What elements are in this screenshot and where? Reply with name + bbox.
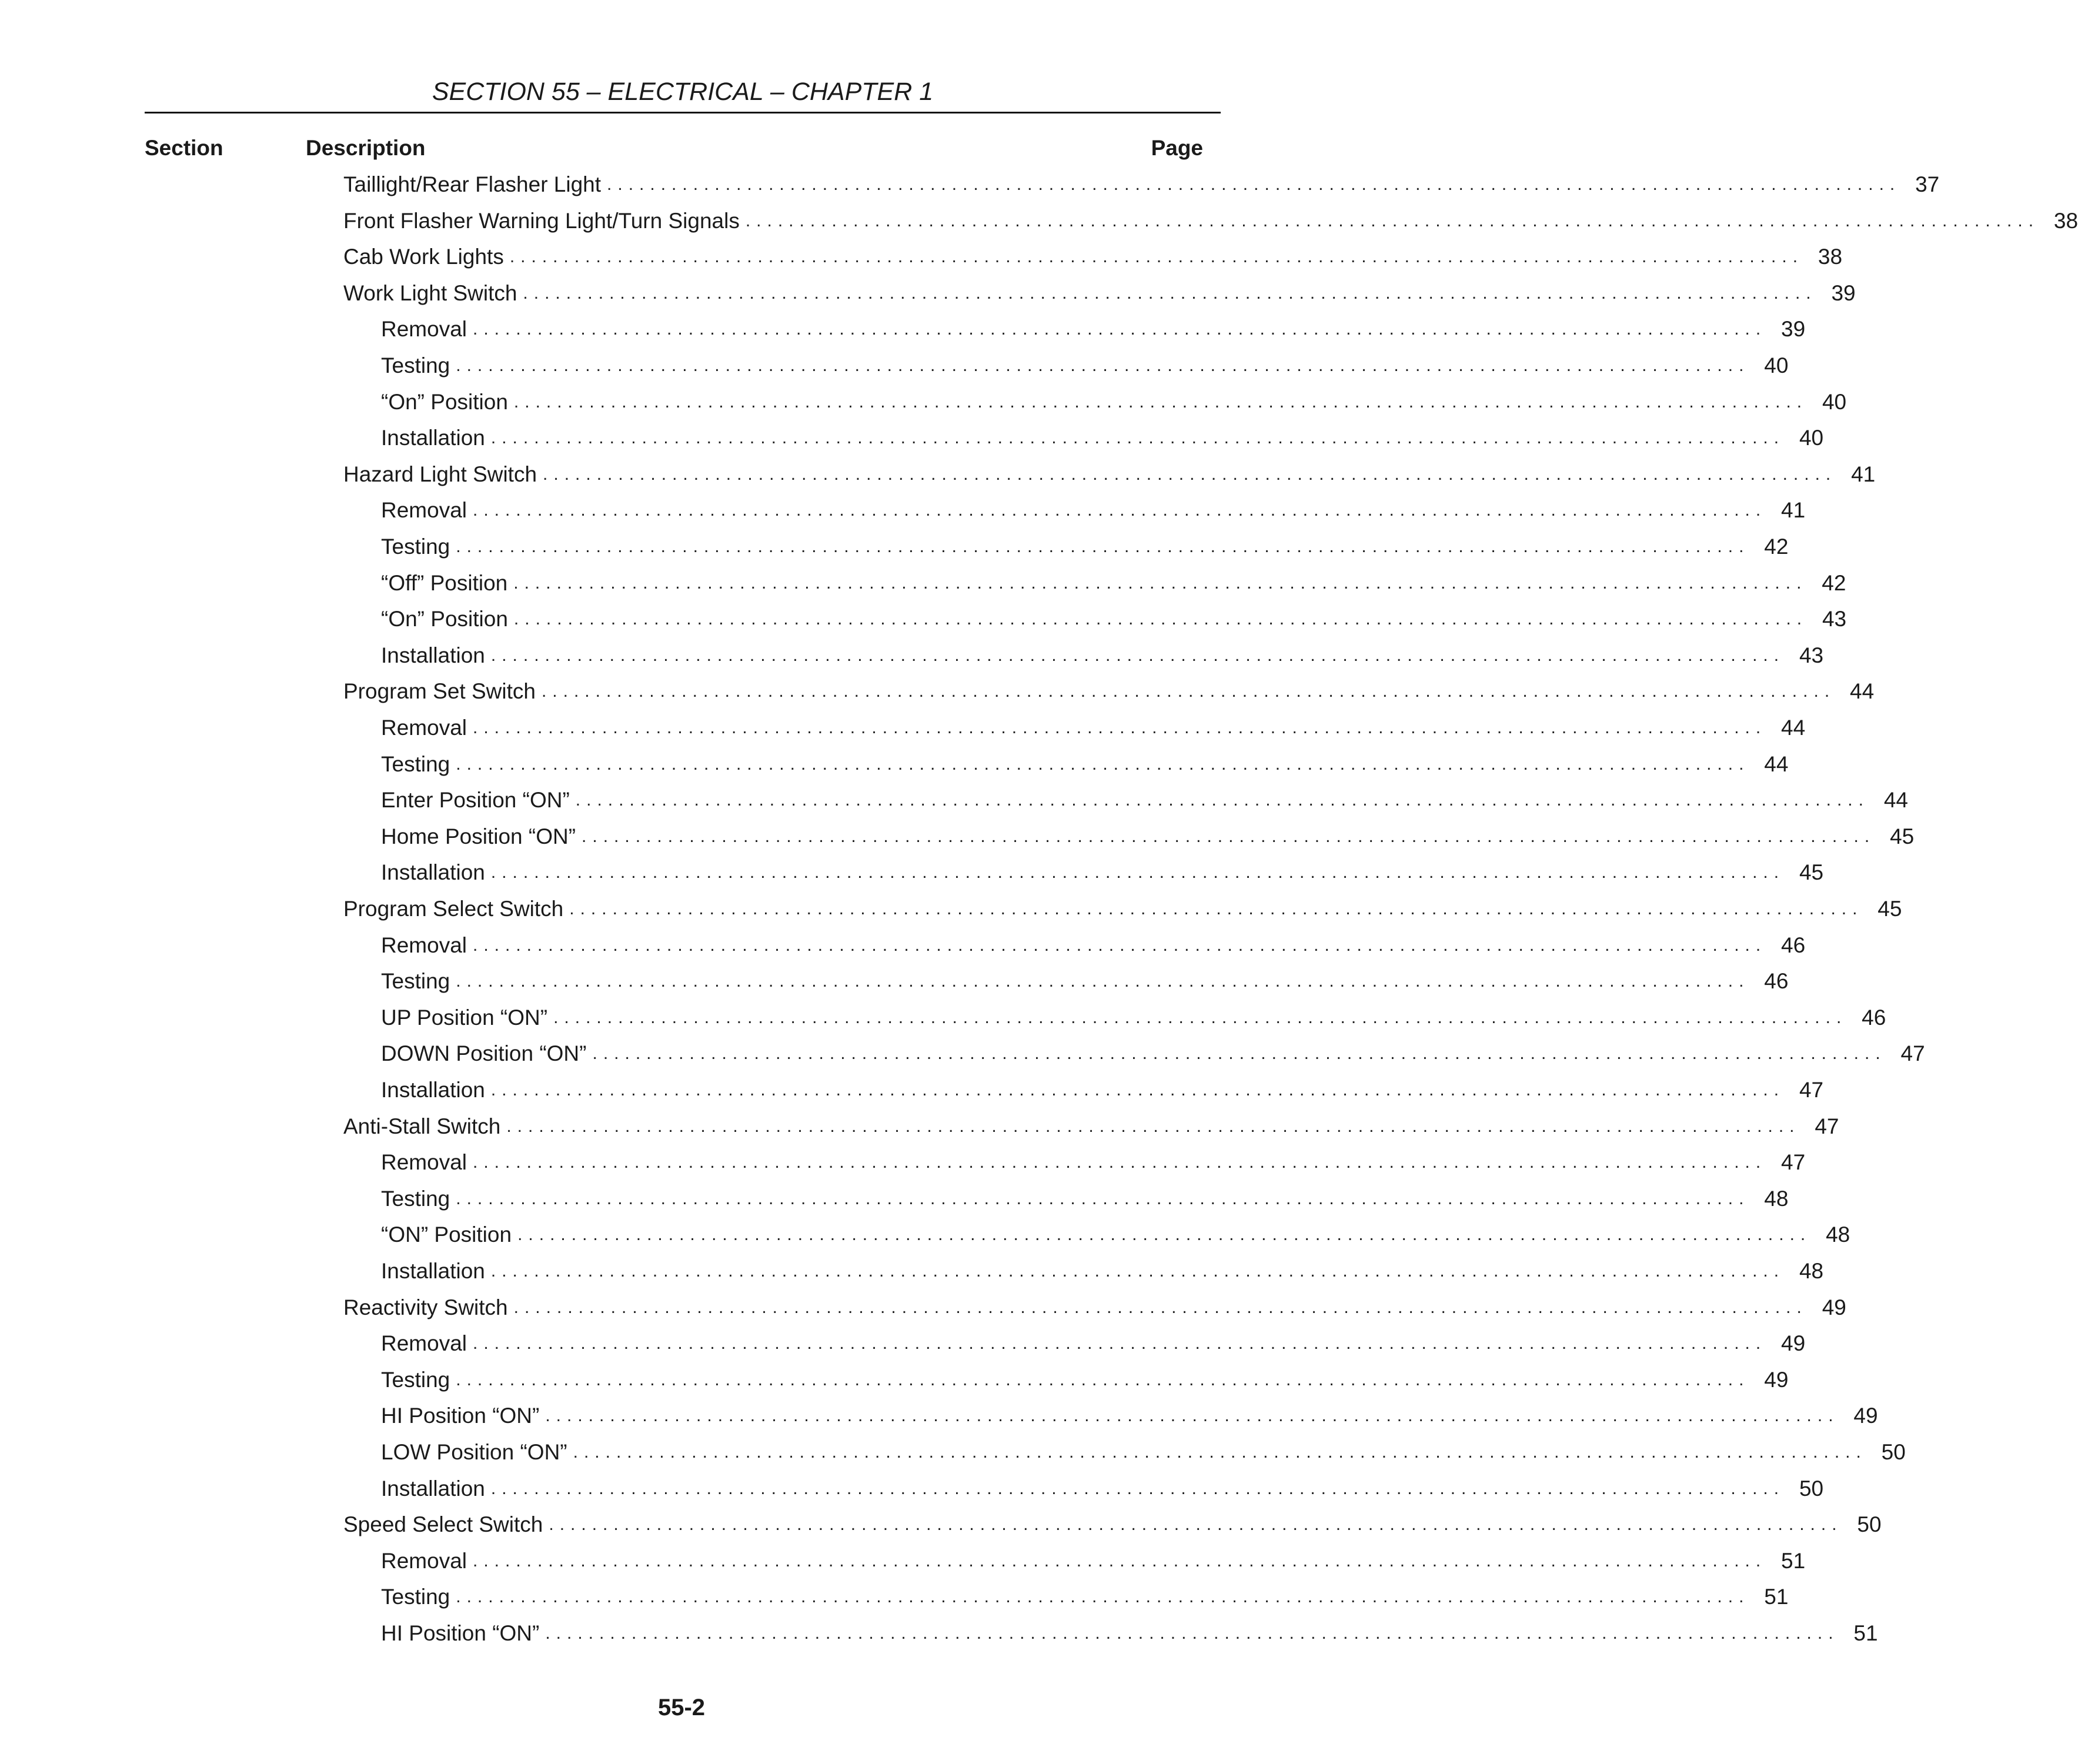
dot-leader: ........................................................................................................................ [473,319,1767,339]
toc-entry[interactable] [381,1398,1878,1434]
dot-leader: ........................................................................................................................ [456,1587,1750,1607]
toc-entry-label: Removal [381,1150,467,1175]
toc-entry[interactable] [381,1073,1824,1108]
toc-entry[interactable] [381,1217,1850,1252]
toc-entry[interactable] [381,928,1806,963]
dot-leader: ........................................................................................................................ [456,1369,1750,1389]
dot-leader: ........................................................................................................................ [473,1334,1767,1354]
dot-leader: ........................................................................................................................ [545,1406,1839,1426]
toc-entry[interactable] [343,1507,1882,1542]
dot-leader: ........................................................................................................................ [490,645,1785,665]
toc-entry[interactable] [381,710,1806,746]
toc-entry[interactable] [381,1362,1789,1398]
dot-leader: ........................................................................................................................ [456,971,1750,991]
dot-leader: ........................................................................................................................ [575,790,1869,810]
dot-leader: ........................................................................................................................ [473,500,1767,520]
toc-entry[interactable] [381,1616,1878,1651]
dot-leader: ........................................................................................................................ [490,428,1785,448]
toc-entry[interactable] [381,1181,1789,1217]
toc-entry[interactable] [343,276,1856,311]
dot-leader: ........................................................................................................................ [490,1261,1785,1281]
toc-entry-label: Installation [381,1476,485,1501]
toc-entry-page: 42 [1764,534,1789,559]
dot-leader: ........................................................................................................................ [456,1188,1750,1208]
dot-leader: ........................................................................................................................ [592,1044,1886,1064]
toc-entry[interactable] [381,348,1789,383]
toc-entry-label: LOW Position “ON” [381,1440,567,1464]
dot-leader: ........................................................................................................................ [473,718,1767,737]
toc-entry-page: 37 [1915,172,1940,196]
toc-entry-label: Hazard Light Switch [343,462,537,486]
dot-leader: ........................................................................................................................ [549,1515,1843,1535]
toc-entry-label: Program Select Switch [343,897,564,921]
dot-leader: ........................................................................................................................ [456,754,1750,774]
dot-leader: ........................................................................................................................ [513,392,1808,412]
toc-entry[interactable] [381,529,1789,564]
toc-entry[interactable] [381,1579,1789,1615]
dot-leader: ........................................................................................................................ [541,681,1836,701]
toc-entry[interactable] [343,239,1843,275]
toc-entry-label: Testing [381,1367,450,1392]
toc-entry-page: 51 [1764,1585,1789,1609]
toc-entry-page: 49 [1853,1404,1878,1428]
toc-entry[interactable] [343,1290,1846,1325]
toc-entry-label: “On” Position [381,607,508,632]
toc-entry-page: 50 [1857,1512,1882,1537]
toc-entry-label: Reactivity Switch [343,1295,508,1319]
toc-entry-label: Installation [381,1259,485,1283]
page-number: 55-2 [657,1695,706,1720]
toc-entry-label: Installation [381,1078,485,1102]
toc-entry-label: Removal [381,1548,467,1573]
toc-entry-label: HI Position “ON” [381,1404,540,1428]
toc-entry-page: 46 [1764,969,1789,994]
toc-entry-label: Home Position “ON” [381,824,576,848]
dot-leader: ........................................................................................................................ [473,1551,1767,1571]
dot-leader: ........................................................................................................................ [456,356,1750,375]
toc-entry-page: 44 [1781,716,1806,740]
toc-entry-label: Anti-Stall Switch [343,1114,501,1138]
toc-entry-label: Speed Select Switch [343,1512,543,1537]
toc-entry[interactable] [343,674,1875,709]
toc-entry-page: 41 [1781,498,1806,523]
toc-entry-page: 50 [1881,1440,1906,1464]
dot-leader: ........................................................................................................................ [607,175,1901,194]
header-rule [145,112,1221,113]
toc-entry[interactable] [343,203,2078,239]
dot-leader: ........................................................................................................................ [456,537,1750,556]
toc-entry-page: 46 [1781,933,1806,957]
toc-entry-page: 38 [1818,245,1843,269]
toc-entry[interactable] [381,493,1806,528]
column-header-description: Description [306,136,426,160]
toc-entry-label: Program Set Switch [343,679,536,704]
toc-entry-label: Work Light Switch [343,280,517,305]
dot-leader: ........................................................................................................................ [553,1007,1848,1027]
toc-entry[interactable] [381,1000,1886,1035]
toc-entry-page: 47 [1799,1078,1824,1102]
toc-entry-page: 51 [1781,1548,1806,1573]
toc-entry[interactable] [343,891,1902,927]
dot-leader: ........................................................................................................................ [509,247,1804,267]
toc-entry-page: 41 [1851,462,1876,486]
toc-entry[interactable] [381,783,1908,818]
toc-entry-page: 46 [1862,1005,1886,1030]
dot-leader: ........................................................................................................................ [490,1080,1785,1100]
toc-entry-label: Taillight/Rear Flasher Light [343,172,602,196]
toc-entry-page: 45 [1890,824,1915,848]
column-header-page: Page [1151,136,1203,160]
toc-entry[interactable] [381,819,1915,854]
dot-leader: ........................................................................................................................ [582,826,1876,846]
toc-entry-label: Enter Position “ON” [381,788,570,813]
toc-entry-page: 44 [1850,679,1875,704]
toc-entry[interactable] [381,747,1789,782]
toc-entry[interactable] [343,1109,1839,1144]
dot-leader: ........................................................................................................................ [513,609,1808,629]
toc-entry-label: Testing [381,353,450,377]
toc-entry-label: “Off” Position [381,570,508,595]
toc-entry-label: Removal [381,317,467,342]
toc-entry-label: Removal [381,716,467,740]
toc-entry-page: 48 [1764,1186,1789,1211]
toc-entry-label: DOWN Position “ON” [381,1041,587,1066]
toc-entry-page: 50 [1799,1476,1824,1501]
toc-entry[interactable] [381,1435,1906,1470]
toc-entry[interactable] [381,1544,1806,1579]
toc-entry-label: Testing [381,534,450,559]
dot-leader: ........................................................................................................................ [745,211,2040,230]
toc-entry[interactable] [381,420,1824,456]
dot-leader: ........................................................................................................................ [513,1297,1808,1317]
toc-entry-page: 43 [1822,607,1847,632]
toc-entry-page: 40 [1764,353,1789,377]
toc-entry-page: 47 [1815,1114,1839,1138]
toc-entry[interactable] [381,638,1824,673]
toc-entry-label: Removal [381,498,467,523]
toc-entry-page: 40 [1799,426,1824,450]
toc-entry-page: 51 [1853,1621,1878,1645]
toc-entry[interactable] [381,1471,1824,1506]
toc-entry-label: HI Position “ON” [381,1621,540,1645]
toc-entry-label: Testing [381,751,450,776]
toc-entry[interactable] [381,964,1789,999]
toc-entry-label: Cab Work Lights [343,245,504,269]
dot-leader: ........................................................................................................................ [545,1623,1839,1643]
toc-entry-page: 44 [1883,788,1908,813]
dot-leader: ........................................................................................................................ [517,1225,1812,1245]
toc-entry-page: 48 [1826,1222,1850,1247]
toc-entry-page: 47 [1900,1041,1925,1066]
dot-leader: ........................................................................................................................ [543,464,1837,484]
toc-entry[interactable] [381,1326,1806,1361]
toc-entry[interactable] [381,385,1847,420]
toc-entry[interactable] [343,457,1876,492]
dot-leader: ........................................................................................................................ [490,863,1785,883]
toc-entry[interactable] [343,167,1940,202]
toc-entry-page: 45 [1799,860,1824,885]
toc-entry-label: Installation [381,643,485,667]
toc-entry-label: Testing [381,969,450,994]
toc-entry-label: “On” Position [381,389,508,414]
toc-entry-label: Installation [381,860,485,885]
toc-entry-label: Testing [381,1585,450,1609]
toc-entry-label: “ON” Position [381,1222,512,1247]
toc-entry[interactable] [381,1036,1925,1071]
page-header-title: SECTION 55 – ELECTRICAL – CHAPTER 1 [432,78,934,106]
dot-leader: ........................................................................................................................ [569,899,1863,918]
toc-entry-page: 49 [1822,1295,1846,1319]
toc-entry-page: 49 [1764,1367,1789,1392]
dot-leader: ........................................................................................................................ [506,1116,1800,1136]
toc-entry-page: 43 [1799,643,1824,667]
toc-entry[interactable] [381,855,1824,890]
toc-entry[interactable] [381,312,1806,347]
dot-leader: ........................................................................................................................ [573,1442,1867,1462]
toc-entry-label: Testing [381,1186,450,1211]
dot-leader: ........................................................................................................................ [473,935,1767,955]
toc-entry-page: 40 [1822,389,1847,414]
toc-entry-label: Removal [381,1331,467,1356]
toc-entry[interactable] [381,1254,1824,1289]
toc-entry-label: Installation [381,426,485,450]
column-header-section: Section [145,136,223,160]
toc-entry-label: Front Flasher Warning Light/Turn Signals [343,208,740,233]
toc-entry-page: 48 [1799,1259,1824,1283]
toc-entry-page: 38 [2053,208,2078,233]
dot-leader: ........................................................................................................................ [513,573,1808,593]
toc-entry-page: 39 [1831,280,1856,305]
toc-entry-page: 42 [1822,570,1846,595]
toc-entry-label: UP Position “ON” [381,1005,548,1030]
toc-entry[interactable] [381,1145,1806,1180]
dot-leader: ........................................................................................................................ [473,1152,1767,1172]
dot-leader: ........................................................................................................................ [523,283,1817,303]
toc-entry-page: 47 [1781,1150,1806,1175]
toc-entry[interactable] [381,602,1847,637]
toc-entry-page: 49 [1781,1331,1806,1356]
toc-entry-page: 44 [1764,751,1789,776]
toc-entry-label: Removal [381,933,467,957]
dot-leader: ........................................................................................................................ [490,1478,1785,1498]
toc-entry-page: 45 [1877,897,1902,921]
toc-entry-page: 39 [1781,317,1806,342]
toc-entry[interactable] [381,566,1846,601]
